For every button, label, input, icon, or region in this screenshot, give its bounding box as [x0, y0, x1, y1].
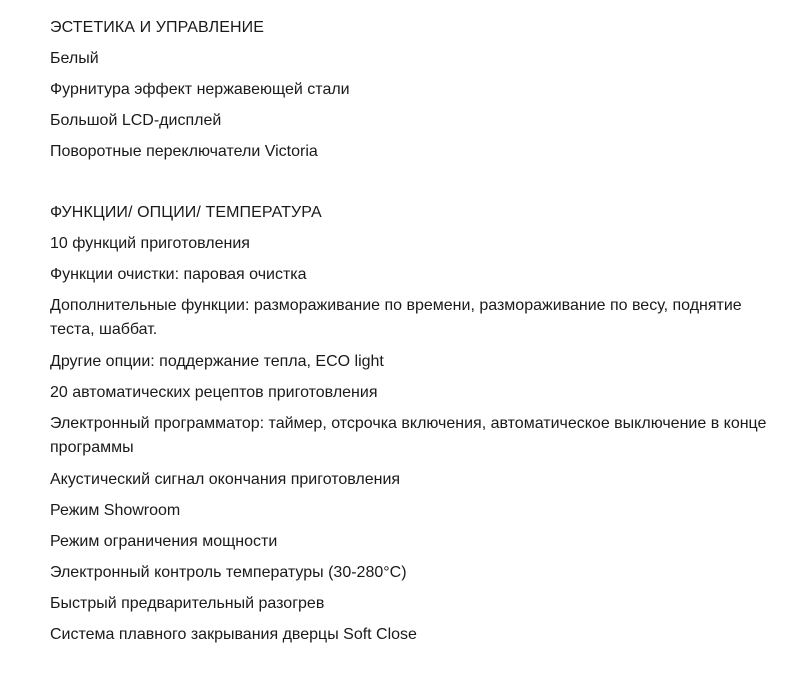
section-divider-space: [50, 171, 778, 201]
list-item: Режим Showroom: [50, 502, 181, 519]
list-item: Белый: [50, 50, 99, 67]
section-aesthetics: [50, 16, 778, 163]
list-item: Электронный контроль температуры (30-280°C): [50, 564, 407, 581]
list-item: Акустический сигнал окончания приготовления: [50, 471, 401, 488]
section-title: ФУНКЦИИ/ ОПЦИИ/ ТЕМПЕРАТУРА: [50, 204, 322, 221]
list-item: Система плавного закрывания дверцы Soft Close: [50, 626, 417, 643]
list-item: Поворотные переключатели Victoria: [50, 143, 318, 160]
list-item: Другие опции: поддержание тепла, ECO light: [50, 353, 384, 370]
list-item: Дополнительные функции: размораживание по времени, размораживание по весу, поднятие теста, шаббат.: [50, 297, 742, 338]
list-item: Фурнитура эффект нержавеющей стали: [50, 81, 350, 98]
list-item: Режим ограничения мощности: [50, 533, 278, 550]
section-title: ЭСТЕТИКА И УПРАВЛЕНИЕ: [50, 19, 265, 36]
list-item: Электронный программатор: таймер, отсрочка включения, автоматическое выключение в конце программы: [50, 415, 767, 456]
list-item: Быстрый предварительный разогрев: [50, 595, 325, 612]
spec-document: [50, 16, 778, 654]
list-item: 10 функций приготовления: [50, 235, 250, 252]
list-item: 20 автоматических рецептов приготовления: [50, 384, 378, 401]
section-functions: [50, 201, 778, 646]
list-item: Большой LCD-дисплей: [50, 112, 222, 129]
list-item: Функции очистки: паровая очистка: [50, 266, 307, 283]
